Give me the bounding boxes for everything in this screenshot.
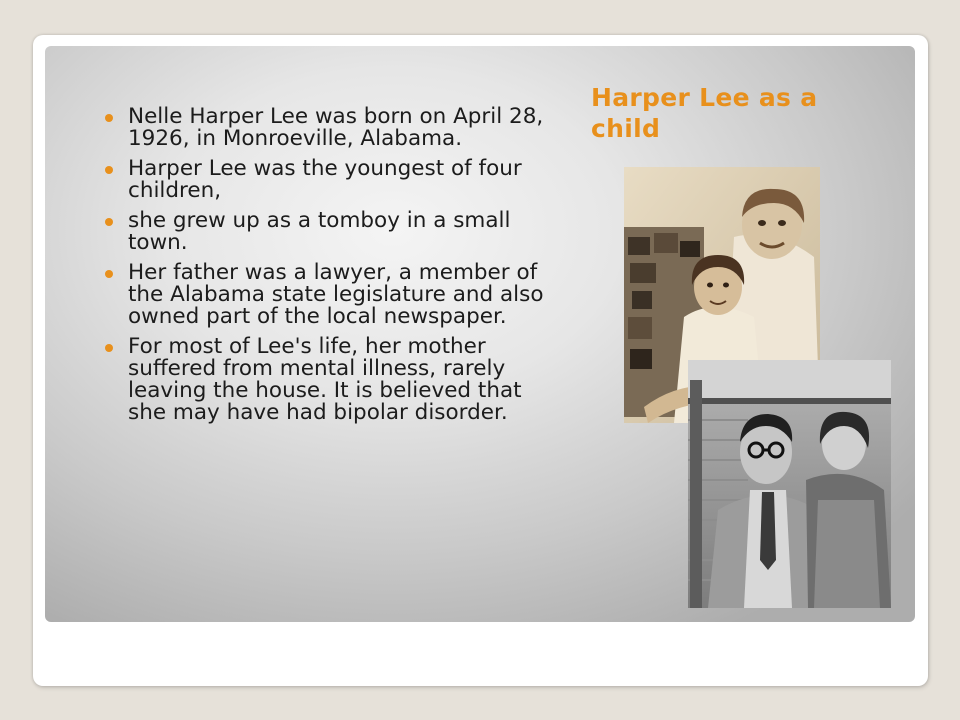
bullet-item	[102, 158, 562, 202]
bullet-text: For most of Lee's life, her mother suffered from mental illness, rarely leaving the house. It is believed that she may have had bipolar disorder.	[128, 334, 522, 425]
bullet-dot-icon	[105, 114, 113, 122]
film-still-photo	[688, 360, 891, 608]
bullet-text: Her father was a lawyer, a member of the Alabama state legislature and also owned part of the local newspaper.	[128, 260, 544, 329]
bullet-item	[102, 106, 562, 150]
bullet-dot-icon	[105, 218, 113, 226]
bullet-dot-icon	[105, 344, 113, 352]
bullet-text: Harper Lee was the youngest of four children,	[128, 156, 522, 203]
bullet-item	[102, 336, 562, 424]
bullet-dot-icon	[105, 166, 113, 174]
bullet-text: she grew up as a tomboy in a small town.	[128, 208, 511, 255]
bullet-list	[102, 106, 562, 432]
bullet-item	[102, 210, 562, 254]
bullet-text: Nelle Harper Lee was born on April 28, 1926, in Monroeville, Alabama.	[128, 104, 544, 151]
bullet-dot-icon	[105, 270, 113, 278]
bullet-item	[102, 262, 562, 328]
slide-title: Harper Lee as a child	[591, 83, 818, 143]
